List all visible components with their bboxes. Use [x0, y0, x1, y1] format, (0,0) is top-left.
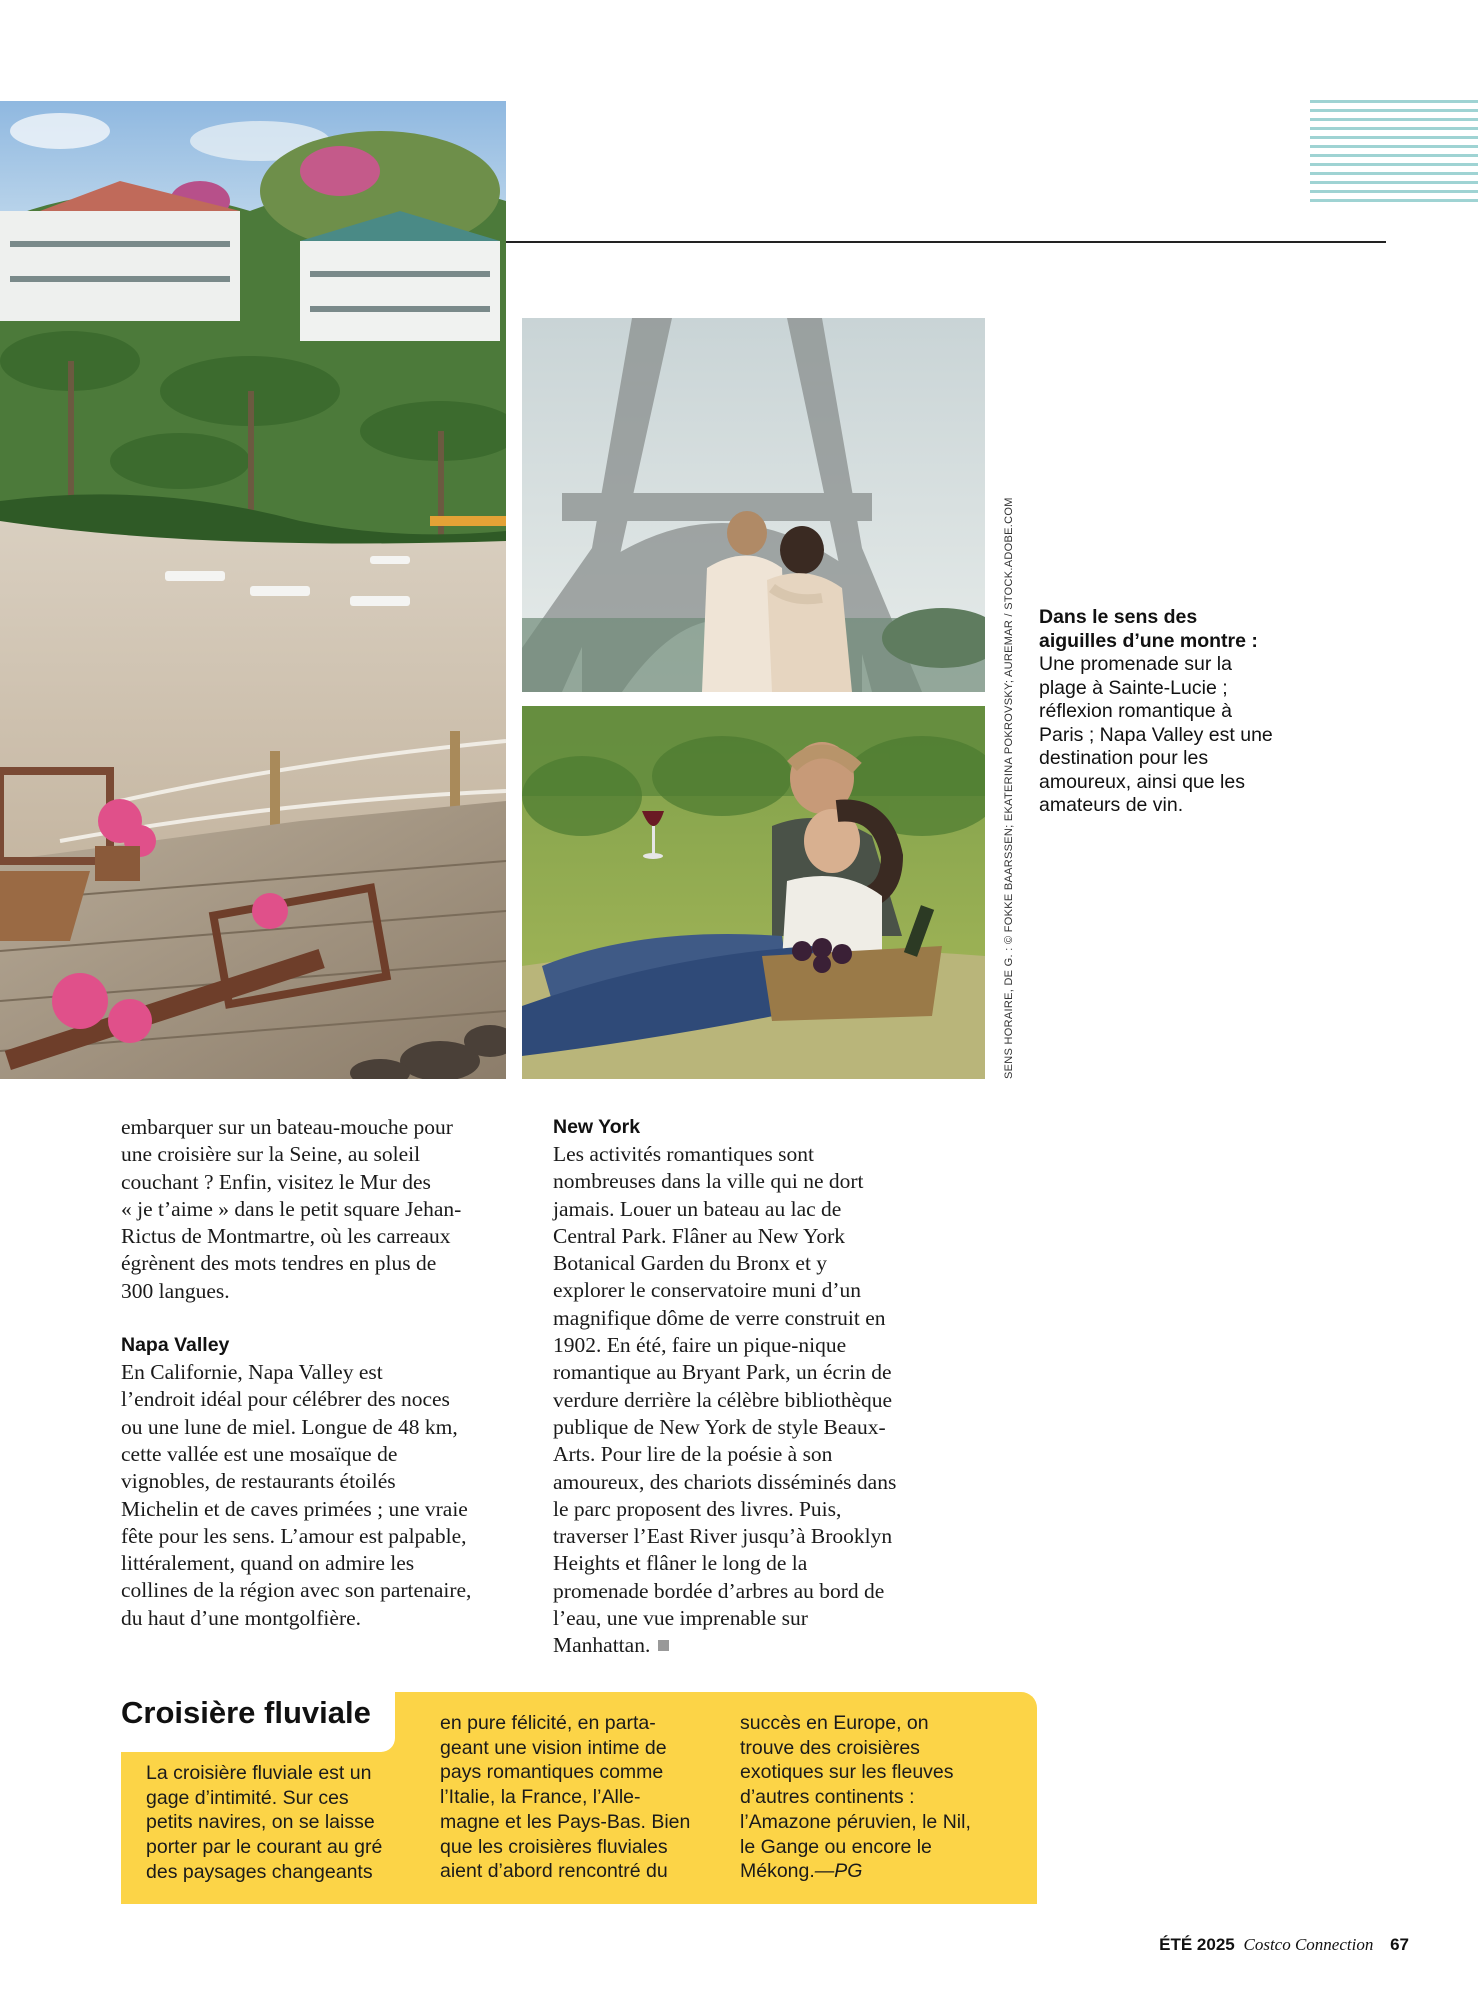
page-footer: [1159, 1935, 1409, 1955]
page-number: 67: [1390, 1935, 1409, 1954]
photo-caption: [1039, 606, 1279, 818]
sidebar-signature: —PG: [814, 1860, 863, 1883]
sidebar-title: Croisière fluviale: [121, 1695, 371, 1730]
sidebar-column-1: La croisière fluviale est un gage d’intimité. Sur ces petits navires, on se laisse porter par le courant au gré des paysages changeants: [146, 1762, 383, 1883]
header-rule: [506, 241, 1386, 243]
article-column-right: [553, 1114, 973, 1660]
sidebar-column-3-text: succès en Europe, on trouve des croisières exotiques sur les fleuves d’autres continents : l’Amazone péruvien, le Nil, le Gange ou encore le Mékong.: [740, 1712, 971, 1883]
article-column-left: [121, 1114, 526, 1632]
napa-paragraph: En Californie, Napa Valley est l’endroit idéal pour célébrer des noces ou une lune de miel. Longue de 48 km, cette vallée est une mosaïque de vignobles, de restaurants étoilés Michelin et de caves primées ; une vraie fête pour les sens. L’amour est palpable, littéralement, quand on admire les collines de la région avec son partenaire, du haut d’une montgolfière.: [121, 1360, 472, 1630]
footer-season: ÉTÉ 2025: [1159, 1935, 1235, 1954]
photo-credit: SENS HORAIRE, DE G. : © FOKKE BAARSSEN; EKATERINA POKROVSKY; AUREMAR / STOCK.ADOBE.COM: [1003, 497, 1015, 1079]
photo-paris: [522, 318, 985, 692]
resort-illustration: [0, 101, 506, 1079]
end-mark-icon: [658, 1640, 669, 1651]
section-heading-new-york: New York: [553, 1116, 641, 1138]
napa-illustration: [522, 706, 985, 1079]
caption-text: Une promenade sur la plage à Sainte-Lucie ; réflexion romantique à Paris ; Napa Valley est une destination pour les amoureux, ainsi que les amateurs de vin.: [1039, 653, 1273, 816]
new-york-text: Les activités romantiques sont nombreuses dans la ville qui ne dort jamais. Louer un bateau au lac de Central Park. Flâner au New York Botanical Garden du Bronx et y explorer le conservatoire muni d’un magnifique dôme de verre construit en 1902. En été, faire un pique-nique romantique au Bryant Park, un écrin de verdure derrière la célèbre bibliothèque publique de New York de style Beaux- Arts. Pour lire de la poésie à son amoureux, des chariots disséminés dans le parc proposent des livres. Puis, traverser l’East River jusqu’à Brooklyn Heights et flâner le long de la promenade bordée d’arbres au bord de l’eau, une vue imprenable sur Manhattan.: [553, 1142, 897, 1658]
section-heading-napa: Napa Valley: [121, 1334, 230, 1357]
caption-lead: Dans le sens des aiguilles d’une montre :: [1039, 606, 1258, 652]
decorative-stripes: [1310, 100, 1478, 208]
new-york-paragraph: [553, 1141, 973, 1660]
photo-napa-valley: [522, 706, 985, 1079]
footer-magazine: Costco Connection: [1243, 1935, 1374, 1954]
sidebar-column-3: [740, 1711, 1010, 1884]
photo-sainte-lucie: [0, 101, 506, 1079]
sidebar-column-2: en pure félicité, en parta- geant une vision intime de pays romantiques comme l’Italie, la France, l’Alle- magne et les Pays-Bas. Bien que les croisières fluviales aient d’abord rencontré du: [440, 1712, 691, 1883]
paris-paragraph-end: embarquer sur un bateau-mouche pour une croisière sur la Seine, au soleil couchant ? Enfin, visitez le Mur des « je t’aime » dans le petit square Jehan- Rictus de Montmartre, où les carreaux égrènent des mots tendres en plus de 300 langues.: [121, 1115, 462, 1303]
paris-illustration: [522, 318, 985, 692]
